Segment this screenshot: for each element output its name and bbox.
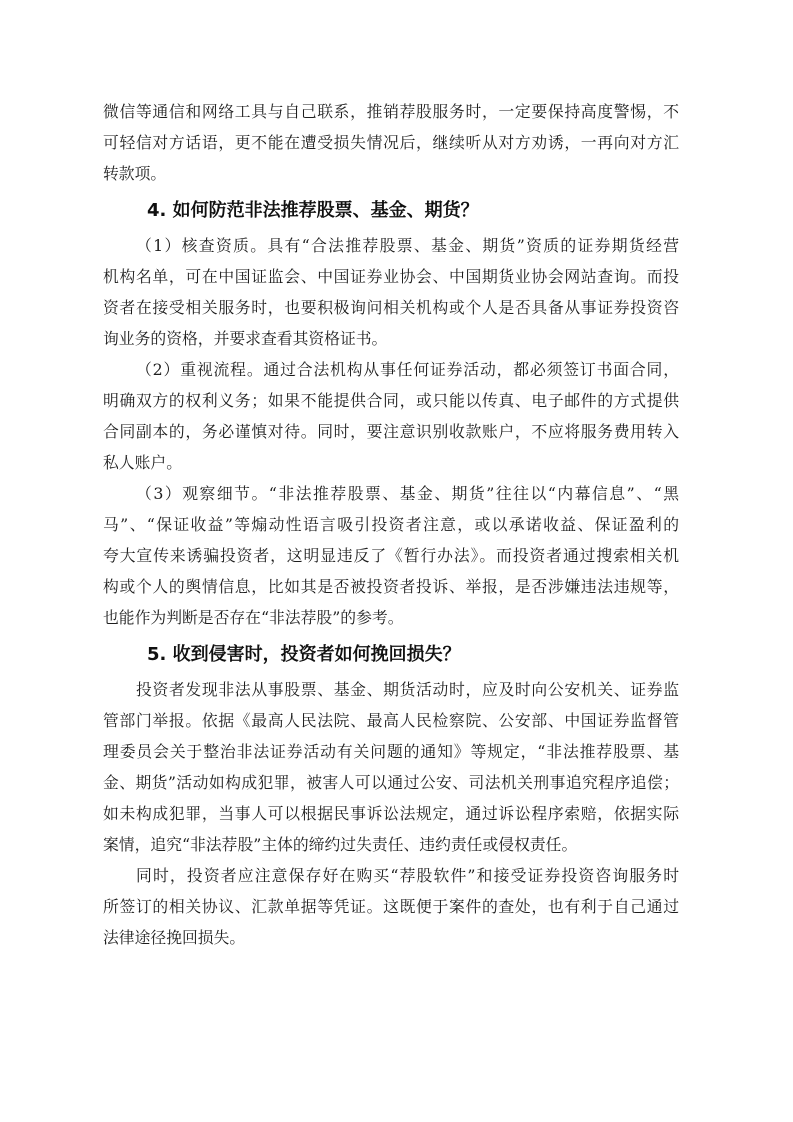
text-line: （2）重视流程。通过合法机构从事任何证券活动，都必须签订书面合同，	[136, 360, 679, 379]
paragraph	[103, 478, 679, 633]
text-line: 如未构成犯罪，当事人可以根据民事诉讼法规定，通过诉讼程序索赔，依据实际	[103, 804, 679, 823]
text-line: 私人账户。	[103, 453, 182, 472]
heading-text: 5. 收到侵害时，投资者如何挽回损失？	[147, 644, 461, 665]
text-line: 同时，投资者应注意保存好在购买“荐股软件”和接受证券投资咨询服务时	[136, 866, 679, 885]
text-line: 机构名单，可在中国证监会、中国证券业协会、中国期货业协会网站查询。而投	[103, 267, 679, 286]
text-line: 转款项。	[103, 164, 167, 183]
text-line: 也能作为判断是否存在“非法荐股”的参考。	[103, 608, 404, 627]
text-line: 明确双方的权利义务；如果不能提供合同，或只能以传真、电子邮件的方式提供	[103, 391, 679, 410]
document-content	[103, 96, 679, 953]
text-line: 管部门举报。依据《最高人民法院、最高人民检察院、公安部、中国证券监督管	[103, 711, 679, 730]
text-line: 合同副本的，务必谨慎对待。同时，要注意识别收款账户，不应将服务费用转入	[103, 422, 679, 441]
text-line: 案情，追究“非法荐股”主体的缔约过失责任、违约责任或侵权责任。	[103, 835, 578, 854]
text-line: 投资者发现非法从事股票、基金、期货活动时，应及时向公安机关、证券监	[136, 680, 679, 699]
text-line: 马”、“保证收益”等煽动性语言吸引投资者注意，或以承诺收益、保证盈利的	[103, 515, 679, 534]
text-line: 微信等通信和网络工具与自己联系，推销荐股服务时，一定要保持高度警惕，不	[103, 102, 679, 121]
text-line: 夸大宣传来诱骗投资者，这明显违反了《暂行办法》。而投资者通过搜索相关机	[103, 546, 679, 565]
section-heading	[103, 195, 679, 227]
paragraph	[103, 230, 679, 354]
text-line: 理委员会关于整治非法证券活动有关问题的通知》等规定，“非法推荐股票、基	[103, 742, 679, 761]
text-line: （1）核查资质。具有“合法推荐股票、基金、期货”资质的证券期货经营	[136, 236, 679, 255]
text-line: 资者在接受相关服务时，也要积极询问相关机构或个人是否具备从事证券投资咨	[103, 298, 679, 317]
paragraph	[103, 674, 679, 860]
text-line: 所签订的相关协议、汇款单据等凭证。这既便于案件的查处，也有利于自己通过	[103, 897, 679, 916]
paragraph	[103, 860, 679, 953]
heading-text: 4. 如何防范非法推荐股票、基金、期货？	[147, 200, 479, 221]
text-line: 询业务的资格，并要求查看其资格证书。	[103, 329, 388, 348]
text-line: 金、期货”活动如构成犯罪，被害人可以通过公安、司法机关刑事追究程序追偿；	[103, 773, 679, 792]
text-line: 可轻信对方话语，更不能在遭受损失情况后，继续听从对方劝诱，一再向对方汇	[103, 133, 679, 152]
text-line: 构或个人的舆情信息，比如其是否被投资者投诉、举报，是否涉嫌违法违规等，	[103, 577, 679, 596]
paragraph	[103, 354, 679, 478]
text-line: 法律途径挽回损失。	[103, 928, 246, 947]
text-line: （3）观察细节。“非法推荐股票、基金、期货”往往以“内幕信息”、“黑	[136, 484, 679, 503]
section-heading	[103, 639, 679, 671]
paragraph	[103, 96, 679, 189]
